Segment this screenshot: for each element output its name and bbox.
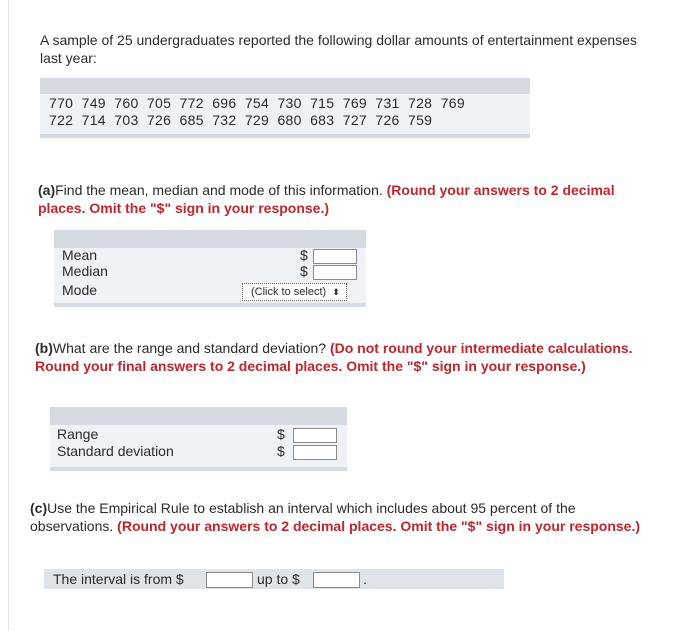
- range-label: Range: [57, 426, 99, 442]
- part-b-text: What are the range and standard deviation?: [52, 340, 330, 356]
- part-b-instruction: (Do not round your intermediate calculations. Round your final answers to 2 decimal places. Omit the "$" sign in your response.): [35, 340, 633, 374]
- interval-prefix: The interval is from $: [53, 571, 184, 587]
- interval-upper-input[interactable]: [313, 572, 360, 588]
- part-b-table-footer: [50, 467, 347, 471]
- part-c-question: [30, 499, 650, 535]
- median-input[interactable]: [313, 265, 357, 280]
- part-a-table-header: [54, 230, 366, 248]
- mean-currency: $: [300, 247, 308, 263]
- median-label: Median: [62, 263, 108, 279]
- part-a-instruction: (Round your answers to 2 decimal places. Omit the "$" sign in your response.): [38, 182, 615, 216]
- data-row-1: 770 749 760 705 772 696 754 730 715 769 731 728 769: [49, 95, 465, 111]
- interval-lower-input[interactable]: [206, 572, 253, 588]
- part-b-label: (b): [35, 340, 53, 356]
- data-table-footer: [40, 134, 530, 138]
- part-a-label: (a): [38, 182, 56, 198]
- part-c-instruction: (Round your answers to 2 decimal places. Omit the "$" sign in your response.): [117, 518, 641, 534]
- mode-label: Mode: [62, 282, 98, 298]
- interval-middle: up to $: [257, 571, 300, 587]
- question-intro: A sample of 25 undergraduates reported the following dollar amounts of entertainment expenses last year:: [40, 32, 637, 66]
- part-a-table-footer: [54, 303, 366, 307]
- data-row-2: 722 714 703 726 685 732 729 680 683 727 726 759: [49, 112, 433, 128]
- range-currency: $: [277, 426, 285, 442]
- interval-suffix: .: [363, 571, 367, 587]
- part-a-answer-table: [54, 230, 366, 307]
- part-b-table-header: [50, 407, 347, 425]
- mean-input[interactable]: [313, 249, 357, 264]
- std-dev-currency: $: [277, 443, 285, 459]
- part-c-label: (c): [30, 500, 48, 516]
- data-table: [40, 78, 530, 138]
- mode-select-value: (Click to select): [251, 286, 327, 298]
- chevron-updown-icon: ⬍: [332, 287, 340, 297]
- part-a-text: Find the mean, median and mode of this information.: [55, 182, 387, 198]
- left-border: [8, 0, 9, 631]
- mean-label: Mean: [62, 247, 98, 263]
- part-b-answer-table: [50, 407, 347, 471]
- range-input[interactable]: [293, 428, 337, 443]
- std-dev-label: Standard deviation: [57, 443, 174, 459]
- part-c-text: Use the Empirical Rule to establish an interval which includes about 95 percent of the observations.: [30, 500, 576, 534]
- data-table-header: [40, 78, 530, 94]
- part-a-question: [38, 181, 638, 217]
- median-currency: $: [300, 263, 308, 279]
- std-dev-input[interactable]: [293, 445, 337, 460]
- part-b-question: [35, 339, 645, 375]
- mode-select[interactable]: [242, 283, 347, 301]
